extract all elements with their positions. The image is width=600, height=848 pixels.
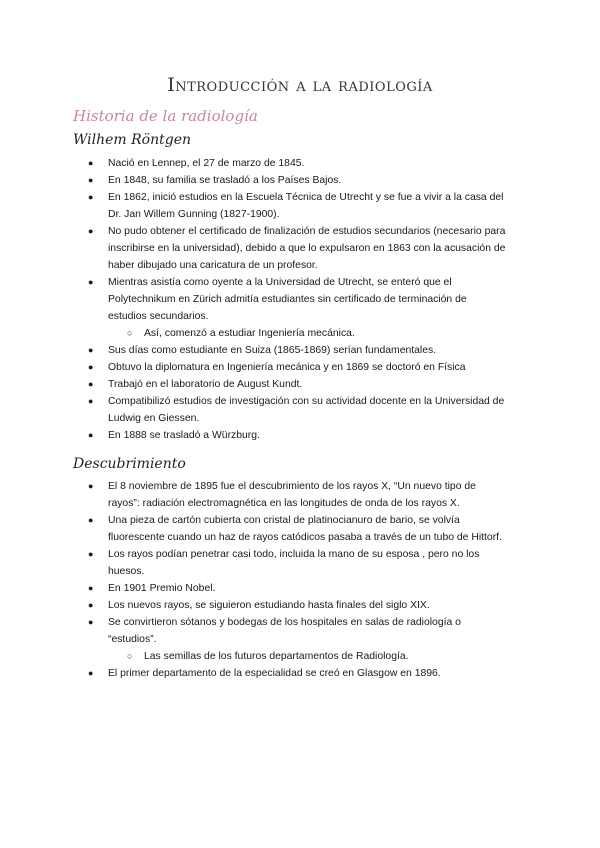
list-item: ● En 1888 se trasladó a Würzburg. [0, 427, 600, 444]
roentgen-list [0, 155, 600, 444]
list-item: ● En 1848, su familia se trasladó a los Países Bajos. [0, 172, 600, 189]
bullet-icon: ● [88, 175, 94, 185]
sub-list-item: ○ Así, comenzó a estudiar Ingeniería mecánica. [0, 325, 600, 342]
bullet-icon: ● [88, 583, 94, 593]
list-item: ● Compatibilizó estudios de investigación con su actividad docente en la Universidad de Ludwig en Giessen. [0, 393, 600, 427]
bullet-icon: ● [88, 430, 94, 440]
sub-list-item: ○ Las semillas de los futuros departamentos de Radiología. [0, 648, 600, 665]
bullet-icon: ● [88, 617, 94, 627]
bullet-icon: ● [88, 668, 94, 678]
bullet-icon: ● [88, 192, 94, 202]
bullet-icon: ● [88, 515, 94, 525]
circle-bullet-icon: ○ [127, 328, 133, 338]
bullet-icon: ● [88, 396, 94, 406]
list-item: ● El 8 noviembre de 1895 fue el descubrimiento de los rayos X, “Un nuevo tipo de rayos”: radiación electromagnética en las longitudes de onda de los rayos X. [0, 478, 600, 512]
bullet-icon: ● [88, 600, 94, 610]
list-item: ● No pudo obtener el certificado de finalización de estudios secundarios (necesario para inscribirse en la universidad), debido a que lo expulsaron en 1863 con la acusación de haber dibujado una caricatura de un profesor. [0, 223, 600, 274]
bullet-icon: ● [88, 226, 94, 236]
list-item: ● Sus días como estudiante en Suiza (1865-1869) serían fundamentales. [0, 342, 600, 359]
bullet-icon: ● [88, 379, 94, 389]
bullet-icon: ● [88, 345, 94, 355]
list-item: ● Una pieza de cartón cubierta con cristal de platinocianuro de bario, se volvía fluorescente cuando un haz de rayos catódicos pasaba a través de un tubo de Hittorf. [0, 512, 600, 546]
bullet-icon: ● [88, 158, 94, 168]
bullet-icon: ● [88, 277, 94, 287]
list-item: ● Obtuvo la diplomatura en Ingeniería mecánica y en 1869 se doctoró en Física [0, 359, 600, 376]
bullet-icon: ● [88, 549, 94, 559]
list-item: ● Se convirtieron sótanos y bodegas de los hospitales en salas de radiología o “estudios”. [0, 614, 600, 648]
section-heading: Historia de la radiología [73, 107, 258, 125]
list-item: ● Nació en Lennep, el 27 de marzo de 1845. [0, 155, 600, 172]
list-item: ● El primer departamento de la especialidad se creó en Glasgow en 1896. [0, 665, 600, 682]
discovery-heading: Descubrimiento [73, 456, 186, 472]
page-title: Introducción a la radiología [167, 74, 433, 96]
list-item: ● Mientras asistía como oyente a la Universidad de Utrecht, se enteró que el Polytechnikum en Zürich admitía estudiantes sin certificado de terminación de estudios secundarios. [0, 274, 600, 325]
list-item: ● En 1901 Premio Nobel. [0, 580, 600, 597]
roentgen-heading: Wilhem Röntgen [73, 132, 192, 148]
list-item: ● En 1862, inició estudios en la Escuela Técnica de Utrecht y se fue a vivir a la casa del Dr. Jan Willem Gunning (1827-1900). [0, 189, 600, 223]
bullet-icon: ● [88, 362, 94, 372]
list-item: ● Los rayos podían penetrar casi todo, incluida la mano de su esposa , pero no los huesos. [0, 546, 600, 580]
bullet-icon: ● [88, 481, 94, 491]
list-item: ● Trabajó en el laboratorio de August Kundt. [0, 376, 600, 393]
discovery-list [0, 478, 600, 682]
circle-bullet-icon: ○ [127, 651, 133, 661]
list-item: ● Los nuevos rayos, se siguieron estudiando hasta finales del siglo XIX. [0, 597, 600, 614]
